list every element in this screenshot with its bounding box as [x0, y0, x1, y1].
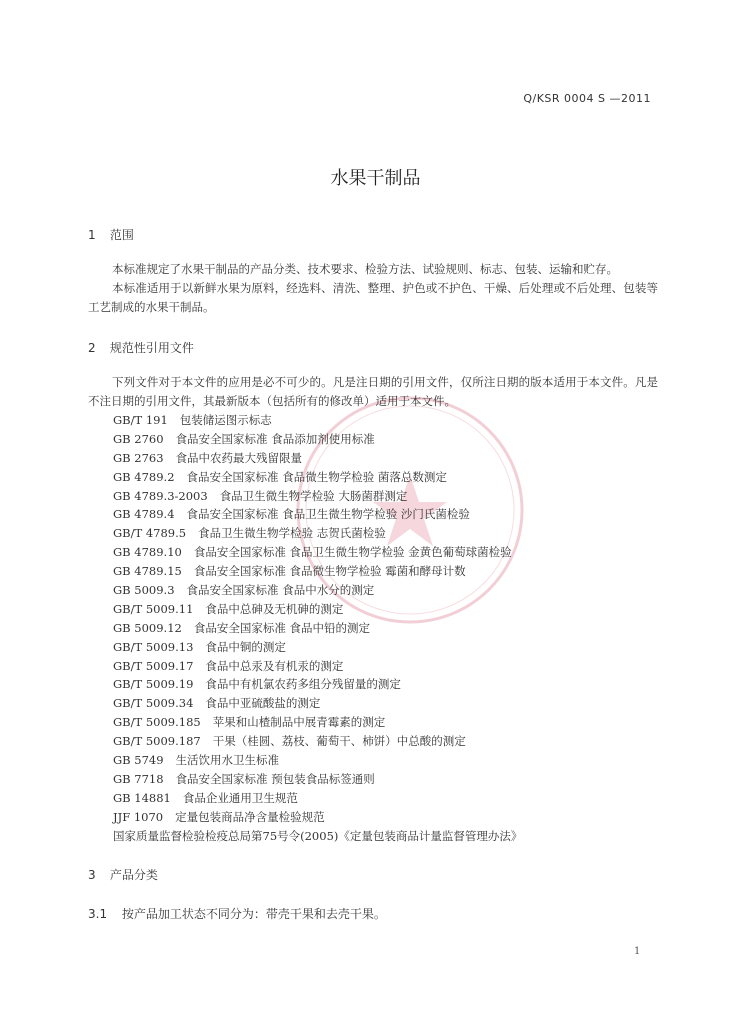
reference-code: GB 5749 [113, 753, 164, 768]
reference-title: 生活饮用水卫生标准 [175, 753, 280, 768]
paragraph: 本标准适用于以新鲜水果为原料，经选料、清洗、整理、护色或不护色、干燥、后处理或不后处理、包装等工艺制成的水果干制品。 [88, 281, 658, 314]
reference-item [113, 713, 522, 732]
section-number: 1 [88, 228, 96, 242]
reference-code: GB 5009.12 [113, 620, 182, 635]
reference-code: GB 4789.2 [113, 469, 175, 484]
section-heading [88, 339, 194, 356]
reference-code: GB 4789.3-2003 [113, 488, 208, 503]
reference-item [113, 524, 522, 543]
reference-code: GB 2760 [113, 431, 164, 446]
reference-title: 食品安全国家标准 食品卫生微生物学检验 沙门氏菌检验 [186, 507, 470, 522]
reference-item [113, 619, 522, 638]
paragraph: 本标准规定了水果干制品的产品分类、技术要求、检验方法、试验规则、标志、包装、运输和贮存。 [112, 262, 618, 276]
reference-item [113, 808, 522, 827]
reference-code: GB 5009.3 [113, 583, 175, 598]
reference-code: GB 4789.15 [113, 564, 182, 579]
reference-code: GB/T 191 [113, 413, 168, 427]
reference-item [113, 732, 522, 751]
reference-item [113, 770, 522, 789]
reference-item [113, 430, 522, 449]
reference-item [113, 600, 522, 619]
reference-list [113, 411, 522, 845]
reference-item [113, 827, 522, 846]
reference-code: JJF 1070 [113, 809, 164, 824]
reference-item [113, 789, 522, 808]
reference-title: 定量包装商品净含量检验规范 [175, 809, 325, 824]
reference-code: GB/T 5009.17 [113, 658, 194, 673]
reference-title: 苹果和山楂制品中展青霉素的测定 [212, 715, 386, 730]
reference-title: 食品卫生微生物学检验 大肠菌群测定 [219, 488, 408, 503]
subsection-text: 按产品加工状态不同分为：带壳干果和去壳干果。 [121, 907, 386, 921]
reference-code: GB/T 5009.34 [113, 696, 194, 711]
reference-title: 食品中亚硫酸盐的测定 [205, 696, 321, 711]
reference-code: GB 14881 [113, 790, 171, 805]
reference-item [113, 675, 522, 694]
reference-title: 食品安全国家标准 食品中铅的测定 [193, 620, 371, 635]
reference-item [113, 694, 522, 713]
reference-code: GB 2763 [113, 450, 164, 465]
reference-code: GB/T 5009.185 [113, 715, 201, 730]
reference-title: 干果（桂圆、荔枝、葡萄干、柿饼）中总酸的测定 [212, 734, 466, 749]
document-code: Q/KSR 0004 S —2011 [523, 92, 651, 105]
reference-item [113, 449, 522, 468]
reference-title: 食品安全国家标准 食品添加剂使用标准 [175, 431, 375, 446]
reference-code: GB 4789.4 [113, 507, 175, 522]
reference-title: 食品安全国家标准 食品微生物学检验 霉菌和酵母计数 [193, 564, 466, 579]
reference-item [113, 543, 522, 562]
page-number: 1 [634, 946, 641, 957]
reference-item [113, 411, 522, 430]
reference-title: 食品安全国家标准 食品中水分的测定 [186, 583, 375, 598]
reference-item [113, 638, 522, 657]
reference-code: GB/T 5009.187 [113, 734, 201, 749]
reference-item [113, 657, 522, 676]
document-title: 水果干制品 [330, 168, 421, 189]
reference-item [113, 581, 522, 600]
reference-title: 食品中总砷及无机砷的测定 [205, 601, 344, 616]
reference-item [113, 487, 522, 506]
section-number: 2 [88, 341, 96, 355]
section-title: 范围 [109, 228, 134, 242]
section-heading [88, 866, 158, 883]
reference-code: GB 7718 [113, 771, 164, 786]
reference-title: 食品安全国家标准 食品卫生微生物学检验 金黄色葡萄球菌检验 [193, 545, 512, 560]
reference-title: 食品安全国家标准 食品微生物学检验 菌落总数测定 [186, 469, 447, 484]
reference-title: 国家质量监督检验检疫总局第75号令(2005)《定量包装商品计量监督管理办法》 [113, 828, 523, 843]
reference-title: 食品中农药最大残留限量 [175, 450, 303, 465]
reference-code: GB/T 4789.5 [113, 526, 187, 541]
reference-item [113, 562, 522, 581]
reference-title: 食品中有机氯农药多组分残留量的测定 [205, 677, 401, 692]
reference-title: 食品中总汞及有机汞的测定 [205, 658, 344, 673]
reference-item [113, 468, 522, 487]
reference-title: 食品中铜的测定 [205, 639, 286, 654]
subsection [88, 905, 386, 922]
reference-code: GB/T 5009.11 [113, 601, 194, 616]
reference-title: 食品卫生微生物学检验 志贺氏菌检验 [198, 526, 386, 541]
reference-code: GB/T 5009.19 [113, 677, 194, 692]
reference-title: 包装储运图示标志 [179, 413, 272, 427]
section-heading [88, 226, 134, 243]
reference-code: GB/T 5009.13 [113, 639, 194, 654]
reference-item [113, 751, 522, 770]
section-title: 规范性引用文件 [109, 341, 194, 355]
section-title: 产品分类 [109, 868, 158, 882]
reference-title: 食品企业通用卫生规范 [182, 790, 298, 805]
paragraph: 下列文件对于本文件的应用是必不可少的。凡是注日期的引用文件，仅所注日期的版本适用于本文件。凡是不注日期的引用文件，其最新版本（包括所有的修改单）适用于本文件。 [88, 375, 658, 408]
subsection-number: 3.1 [88, 907, 108, 921]
reference-item [113, 505, 522, 524]
reference-code: GB 4789.10 [113, 545, 182, 560]
section-number: 3 [88, 868, 96, 882]
reference-title: 食品安全国家标准 预包装食品标签通则 [175, 771, 375, 786]
